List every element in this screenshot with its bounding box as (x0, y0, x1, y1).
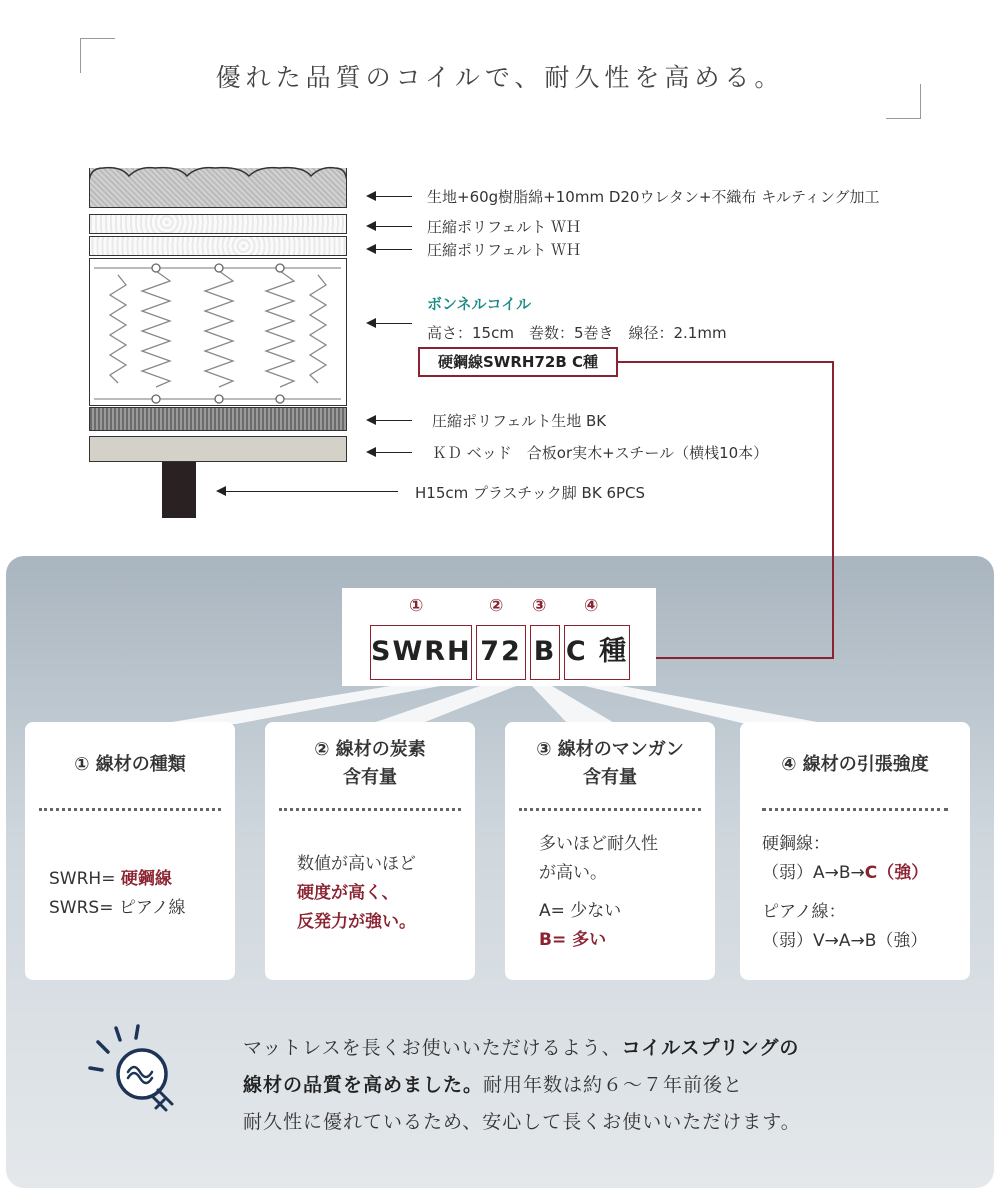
text-c-strong: C（強） (864, 863, 929, 883)
code-segment-b: B (530, 625, 560, 680)
dotted-divider (279, 808, 461, 811)
card-text-4 (762, 830, 928, 888)
bottom-text-1-bold: コイルスプリングの (621, 1037, 800, 1059)
label-felt-2: 圧縮ポリフェルト ＷＨ (427, 241, 582, 259)
info-card-carbon (265, 722, 475, 980)
card-title-line-2: 含有量 (583, 767, 637, 788)
dotted-divider (519, 808, 701, 811)
card-text-1 (49, 865, 186, 923)
label-kd-bed: ＫＤ ベッド 合板or実木+スチール（横桟10本） (432, 444, 769, 462)
bottom-text-1: マットレスを長くお使いいただけるよう、 (243, 1037, 622, 1059)
dotted-divider (762, 808, 948, 811)
card-title (505, 736, 715, 792)
bottom-text-2-bold: 線材の品質を高めました。 (243, 1074, 484, 1096)
label-leg: H15cm プラスチック脚 BK 6PCS (415, 484, 646, 502)
text-a-less: A= 少ない (539, 901, 622, 921)
card-title: ① 線材の種類 (74, 754, 186, 775)
card-text-2 (297, 850, 416, 937)
code-segment-swrh: SWRH (370, 625, 472, 680)
info-card-wire-type (25, 722, 235, 980)
text-swrs: SWRS= ピアノ線 (49, 898, 186, 918)
bottom-description (243, 1030, 801, 1141)
label-felt-bk: 圧縮ポリフェルト生地 BK (432, 412, 607, 430)
code-number-2: ② (489, 596, 504, 616)
text-swrh: SWRH= (49, 869, 121, 889)
code-number-3: ③ (532, 596, 547, 616)
label-coil-spec: 高さ：15cm 巻数：5巻き 線径：2.1mm (427, 324, 727, 342)
code-segment-72: 72 (476, 625, 526, 680)
code-number-1: ① (409, 596, 424, 616)
text-higher-value: 数値が高いほど (297, 854, 416, 874)
card-title-line-1: ③ 線材のマンガン (536, 739, 684, 760)
card-text-3 (539, 830, 658, 888)
bottom-text-3: 耐久性に優れているため、安心して長くお使いいただけます。 (243, 1111, 801, 1133)
text-piano-wire-scale: （弱）V→A→B（強） (762, 931, 928, 951)
text-high: が高い。 (539, 863, 607, 883)
page-title: 優れた品質のコイルで、耐久性を高める。 (215, 63, 785, 92)
code-segment-c: C 種 (564, 625, 630, 680)
text-more-durable: 多いほど耐久性 (539, 834, 658, 854)
dotted-divider (39, 808, 221, 811)
label-steel-wire: 硬鋼線SWRH72B C種 (418, 347, 618, 377)
card-title-line-2: 含有量 (343, 767, 397, 788)
text-harder: 硬度が高く、 (297, 883, 399, 903)
card-title (265, 736, 475, 792)
card-title: ④ 線材の引張強度 (781, 754, 929, 775)
label-top-layer: 生地+60g樹脂綿+10mm D20ウレタン+不織布 キルティング加工 (427, 188, 880, 206)
card-text-4b (762, 898, 927, 956)
card-title-line-1: ② 線材の炭素 (314, 739, 426, 760)
label-coil-name: ボンネルコイル (427, 295, 532, 313)
card-text-3b (539, 897, 621, 955)
info-card-manganese (505, 722, 715, 980)
text-hard-steel-label: 硬鋼線： (762, 834, 830, 854)
text-hard-steel-scale: （弱）A→B→ (762, 863, 865, 883)
text-stronger-rebound: 反発力が強い。 (297, 912, 416, 932)
text-piano-wire-label: ピアノ線： (762, 902, 846, 922)
label-felt-1: 圧縮ポリフェルト ＷＨ (427, 218, 582, 236)
text-hard-steel: 硬鋼線 (120, 869, 172, 889)
lightbulb-icon (84, 1022, 188, 1116)
bottom-text-2: 耐用年数は約６～７年前後と (483, 1074, 744, 1096)
code-number-4: ④ (584, 596, 599, 616)
info-card-tensile (740, 722, 970, 980)
text-b-more: B= 多い (539, 930, 607, 950)
